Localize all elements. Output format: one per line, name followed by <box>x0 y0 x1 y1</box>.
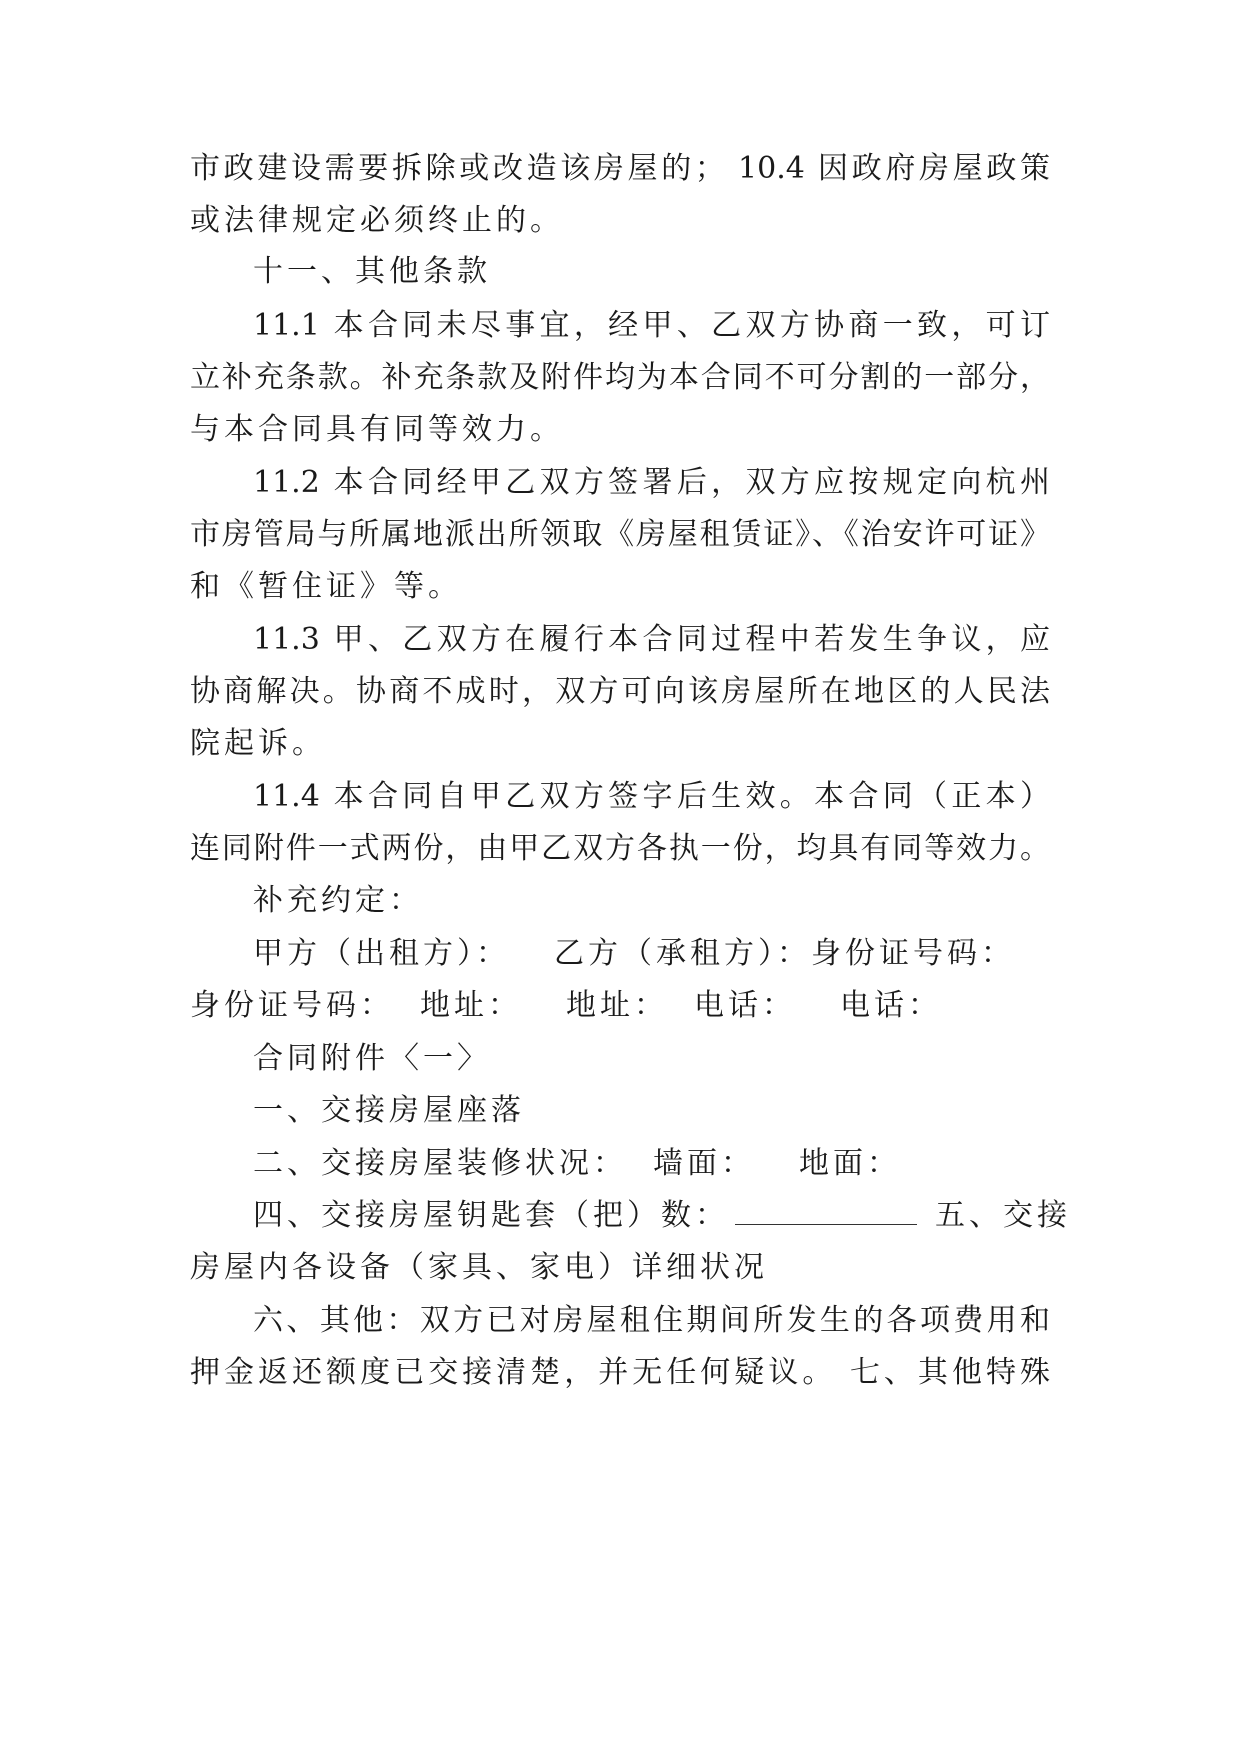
appendix-item: 一、交接房屋座落 <box>253 1093 525 1128</box>
id-number-label: 身份证号码： <box>190 988 394 1023</box>
paragraph-line: 或法律规定必须终止的。 <box>190 203 564 238</box>
address-a-label: 地址： <box>420 988 522 1023</box>
paragraph-line: 押金返还额度已交接清楚，并无任何疑议。 七、其他特殊 <box>190 1355 1050 1390</box>
paragraph-line: 院起诉。 <box>190 726 326 761</box>
paragraph-line: 和《暂住证》等。 <box>190 569 462 604</box>
paragraph-line: 11.3 甲、乙双方在履行本合同过程中若发生争议，应 <box>253 622 1050 657</box>
next-item-label: 五、交接 <box>935 1198 1071 1233</box>
appendix-item: 房屋内各设备（家具、家电）详细状况 <box>190 1250 768 1285</box>
paragraph-line: 立补充条款。补充条款及附件均为本合同不可分割的一部分， <box>190 360 1050 395</box>
signature-line <box>190 977 1050 1035</box>
signature-line <box>253 925 1050 983</box>
wall-label: 墙面： <box>653 1146 755 1181</box>
paragraph-line: 11.2 本合同经甲乙双方签署后，双方应按规定向杭州 <box>253 465 1050 500</box>
keys-blank-field <box>735 1198 917 1225</box>
phone-a-label: 电话： <box>694 988 796 1023</box>
paragraph-line: 11.1 本合同未尽事宜，经甲、乙双方协商一致，可订 <box>253 308 1050 343</box>
party-b-label: 乙方（承租方）：身份证号码： <box>554 936 1015 971</box>
appendix-item <box>253 1187 1071 1245</box>
party-a-label: 甲方（出租方）： <box>253 936 510 971</box>
section-heading: 十一、其他条款 <box>253 254 491 289</box>
paragraph-line: 与本合同具有同等效力。 <box>190 412 564 447</box>
paragraph-line: 市政建设需要拆除或改造该房屋的； 10.4 因政府房屋政策 <box>190 151 1050 186</box>
address-b-label: 地址： <box>566 988 668 1023</box>
paragraph-line: 连同附件一式两份，由甲乙双方各执一份，均具有同等效力。 <box>190 831 1050 866</box>
supplement-heading: 补充约定： <box>253 883 423 918</box>
appendix-heading: 合同附件〈一〉 <box>253 1041 491 1076</box>
decor-label: 二、交接房屋装修状况： <box>253 1146 627 1181</box>
paragraph-line: 11.4 本合同自甲乙双方签字后生效。本合同（正本） <box>253 779 1050 814</box>
paragraph-line: 六、其他：双方已对房屋租住期间所发生的各项费用和 <box>253 1303 1050 1338</box>
paragraph-line: 协商解决。协商不成时，双方可向该房屋所在地区的人民法 <box>190 674 1050 709</box>
phone-b-label: 电话： <box>840 988 942 1023</box>
appendix-item <box>253 1135 1050 1193</box>
floor-label: 地面： <box>799 1146 901 1181</box>
paragraph-line: 市房管局与所属地派出所领取《房屋租赁证》、《治安许可证》 <box>190 517 1050 552</box>
keys-label: 四、交接房屋钥匙套（把）数： <box>253 1198 729 1233</box>
